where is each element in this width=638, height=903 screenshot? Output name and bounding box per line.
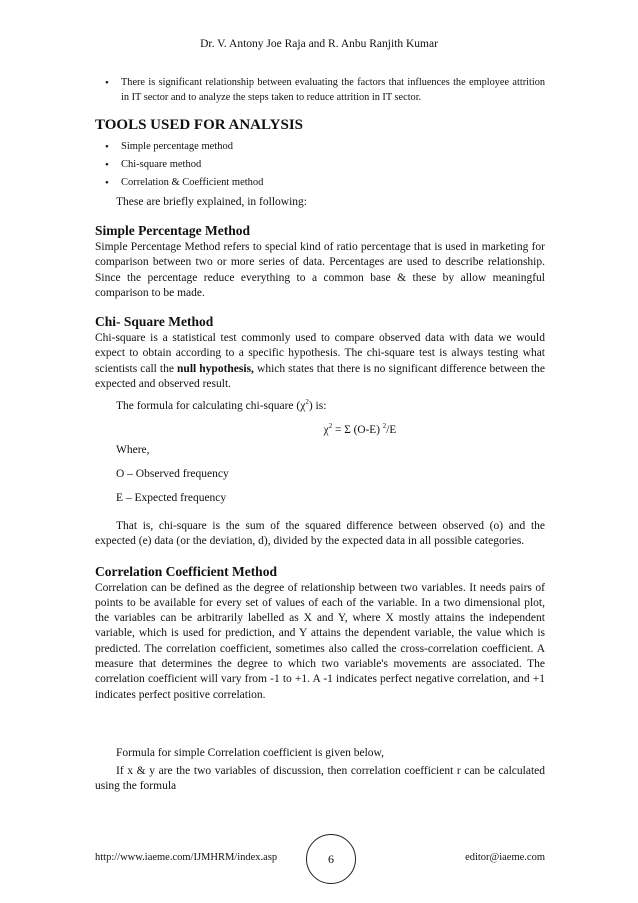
chi-formula-intro-post: ) is: <box>308 400 327 413</box>
formula-chi-symbol: χ <box>323 423 329 436</box>
intro-bullet: • There is significant relationship between evaluating the factors that influences the employee attrition in IT sector and to analyze the steps taken to reduce attrition in IT sector. <box>95 76 545 105</box>
correlation-formula-note: Formula for simple Correlation coefficient is given below, <box>116 746 384 759</box>
tools-list-item: • Correlation & Coefficient method <box>95 176 545 191</box>
formula-exponent-1: 2 <box>328 422 333 431</box>
correlation-if-text: If x & y are the two variables of discussion, then correlation coefficient r can be calculated using the formula <box>95 764 545 793</box>
correlation-title: Correlation Coefficient Method <box>95 563 277 579</box>
intro-bullet-list <box>95 76 545 105</box>
tools-note: These are briefly explained, in following: <box>116 196 307 208</box>
formula-exponent-2: 2 <box>382 422 387 431</box>
chi-square-summary: That is, chi-square is the sum of the squared difference between observed (o) and the expected (e) data (or the deviation, d), divided by the expected data in all possible categories. <box>95 519 545 548</box>
expected-definition: E – Expected frequency <box>116 491 227 504</box>
chi-formula-intro-sup: 2 <box>305 398 309 407</box>
footer-email: editor@iaeme.com <box>465 852 545 863</box>
formula-divisor: /E <box>386 423 397 436</box>
chi-body-pre: Chi-square is a statistical test commonly used to compare observed data with data we would expect to obtain according to a specific hypothesis. The chi-square test is always testing what scientists call the <box>95 332 545 375</box>
null-hypothesis-term: null hypothesis, <box>177 362 254 375</box>
chi-square-formula <box>95 422 545 436</box>
tools-list <box>95 140 545 191</box>
tools-list-item: • Chi-square method <box>95 158 545 173</box>
where-label: Where, <box>116 443 150 456</box>
simple-percentage-body: Simple Percentage Method refers to special kind of ratio percentage that is used in marketing for comparison between two or more series of data. Percentages are used to describe relationship. Since the percentage reduce everything to a common base & these by allow meaningful comparison to be made. <box>95 241 545 299</box>
footer-url: http://www.iaeme.com/IJMHRM/index.asp <box>95 852 278 863</box>
chi-formula-intro <box>95 394 545 414</box>
tools-section-title: TOOLS USED FOR ANALYSIS <box>95 117 303 133</box>
chi-square-body <box>95 331 545 392</box>
page-content <box>95 76 545 795</box>
correlation-body: Correlation can be defined as the degree of relationship between two variables. It needs pairs of points to be available for every set of values of each of the variable. In a two dimensional plot, the variables can be arbitrarily labelled as X and Y, where X mostly attains the independent variable, which is used for prediction, and Y attains the dependent variable, the value which is predicted. The correlation coefficient, sometimes also called the cross-correlation coefficient. A measure that determines the degree to which two variable's movements are associated. The correlation coefficient will vary from -1 to +1. A -1 indicates perfect negative correlation, and +1 indicates perfect positive correlation. <box>95 581 545 701</box>
page-number: 6 <box>328 851 334 866</box>
running-header: Dr. V. Antony Joe Raja and R. Anbu Ranjith Kumar <box>200 38 438 50</box>
chi-body-post: which states that there is no significant difference between the expected and observed result. <box>95 362 545 391</box>
chi-square-title: Chi- Square Method <box>95 314 214 330</box>
tools-list-item: • Simple percentage method <box>95 140 545 155</box>
formula-sum-term: = Σ (O-E) <box>332 423 383 436</box>
simple-percentage-title: Simple Percentage Method <box>95 223 250 238</box>
observed-definition: O – Observed frequency <box>116 467 229 480</box>
chi-formula-intro-pre: The formula for calculating chi-square (χ <box>116 400 306 413</box>
page-number-badge <box>306 834 356 884</box>
